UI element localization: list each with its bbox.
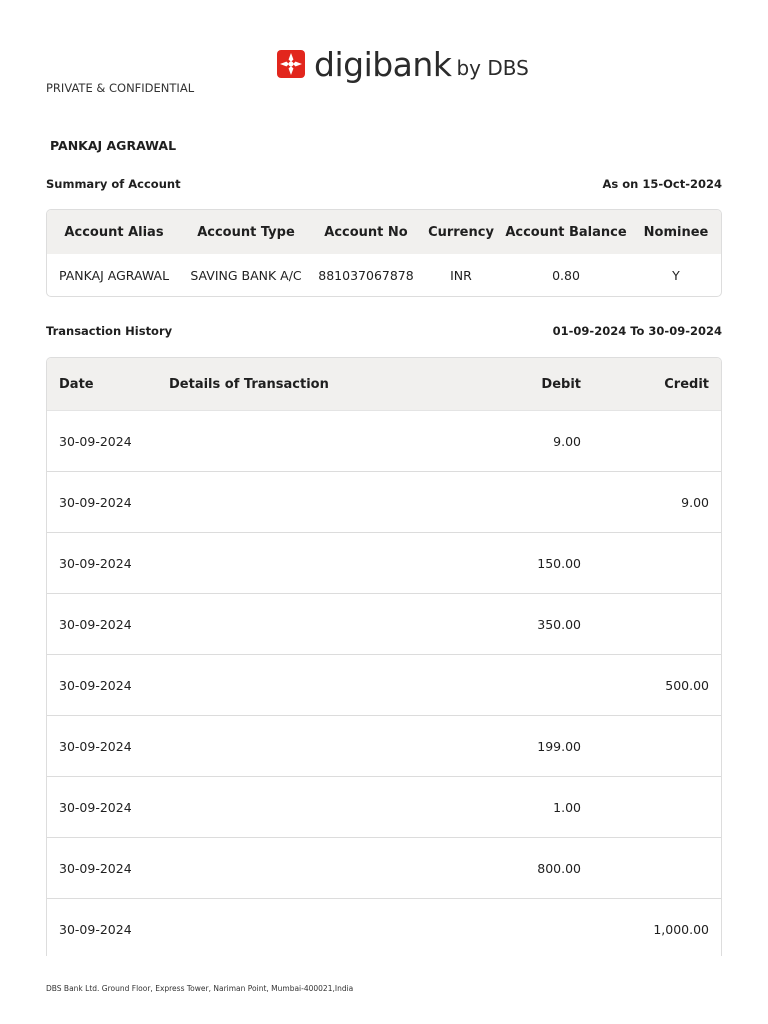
txn-date: 30-09-2024: [59, 555, 132, 571]
customer-name: PANKAJ AGRAWAL: [50, 138, 177, 153]
brand-suffix: by DBS: [456, 56, 529, 80]
summary-data-row: [47, 254, 721, 296]
summary-title: Summary of Account: [46, 177, 181, 191]
col-account-balance: Account Balance: [505, 224, 627, 240]
footer-address: DBS Bank Ltd. Ground Floor, Express Tower, Nariman Point, Mumbai-400021,India: [46, 984, 354, 993]
table-row: [47, 777, 721, 838]
txn-credit: 9.00: [681, 494, 709, 510]
col-credit: Credit: [664, 376, 709, 392]
table-row: [47, 533, 721, 594]
account-balance: 0.80: [552, 267, 580, 283]
col-nominee: Nominee: [643, 224, 709, 240]
txn-credit: 1,000.00: [653, 921, 709, 937]
txn-date: 30-09-2024: [59, 677, 132, 693]
table-row: [47, 838, 721, 899]
txn-date: 30-09-2024: [59, 799, 132, 815]
table-row: [47, 655, 721, 716]
currency: INR: [450, 267, 472, 283]
txn-debit: 1.00: [553, 799, 581, 815]
summary-as-on-date: As on 15-Oct-2024: [602, 177, 722, 191]
txn-debit: 350.00: [537, 616, 581, 632]
table-row: [47, 472, 721, 533]
txn-date: 30-09-2024: [59, 738, 132, 754]
transaction-history-title: Transaction History: [46, 324, 173, 338]
table-row: [47, 899, 721, 956]
txn-debit: 199.00: [537, 738, 581, 754]
txn-debit: 9.00: [553, 433, 581, 449]
col-account-type: Account Type: [197, 224, 295, 240]
col-details: Details of Transaction: [169, 376, 329, 392]
col-account-no: Account No: [324, 224, 408, 240]
txn-date: 30-09-2024: [59, 616, 132, 632]
transaction-header-row: [47, 358, 721, 411]
transaction-period: 01-09-2024 To 30-09-2024: [552, 324, 722, 338]
col-date: Date: [59, 376, 94, 392]
txn-debit: 800.00: [537, 860, 581, 876]
summary-header-row: [47, 210, 721, 254]
table-row: [47, 594, 721, 655]
account-type: SAVING BANK A/C: [190, 267, 302, 283]
txn-credit: 500.00: [665, 677, 709, 693]
col-account-alias: Account Alias: [64, 224, 164, 240]
txn-date: 30-09-2024: [59, 921, 132, 937]
txn-debit: 150.00: [537, 555, 581, 571]
dbs-star-icon: [274, 47, 308, 81]
txn-date: 30-09-2024: [59, 433, 132, 449]
account-summary-table: [46, 209, 722, 297]
table-row: [47, 411, 721, 472]
table-row: [47, 716, 721, 777]
bank-logo: [274, 44, 529, 84]
confidential-label: PRIVATE & CONFIDENTIAL: [46, 81, 195, 95]
txn-date: 30-09-2024: [59, 860, 132, 876]
brand-name: digibank: [314, 44, 452, 84]
transaction-table: [46, 357, 722, 956]
col-debit: Debit: [541, 376, 581, 392]
nominee: Y: [672, 267, 680, 283]
txn-date: 30-09-2024: [59, 494, 132, 510]
account-alias: PANKAJ AGRAWAL: [58, 267, 170, 283]
col-currency: Currency: [428, 224, 494, 240]
account-number: 881037067878: [318, 267, 414, 283]
